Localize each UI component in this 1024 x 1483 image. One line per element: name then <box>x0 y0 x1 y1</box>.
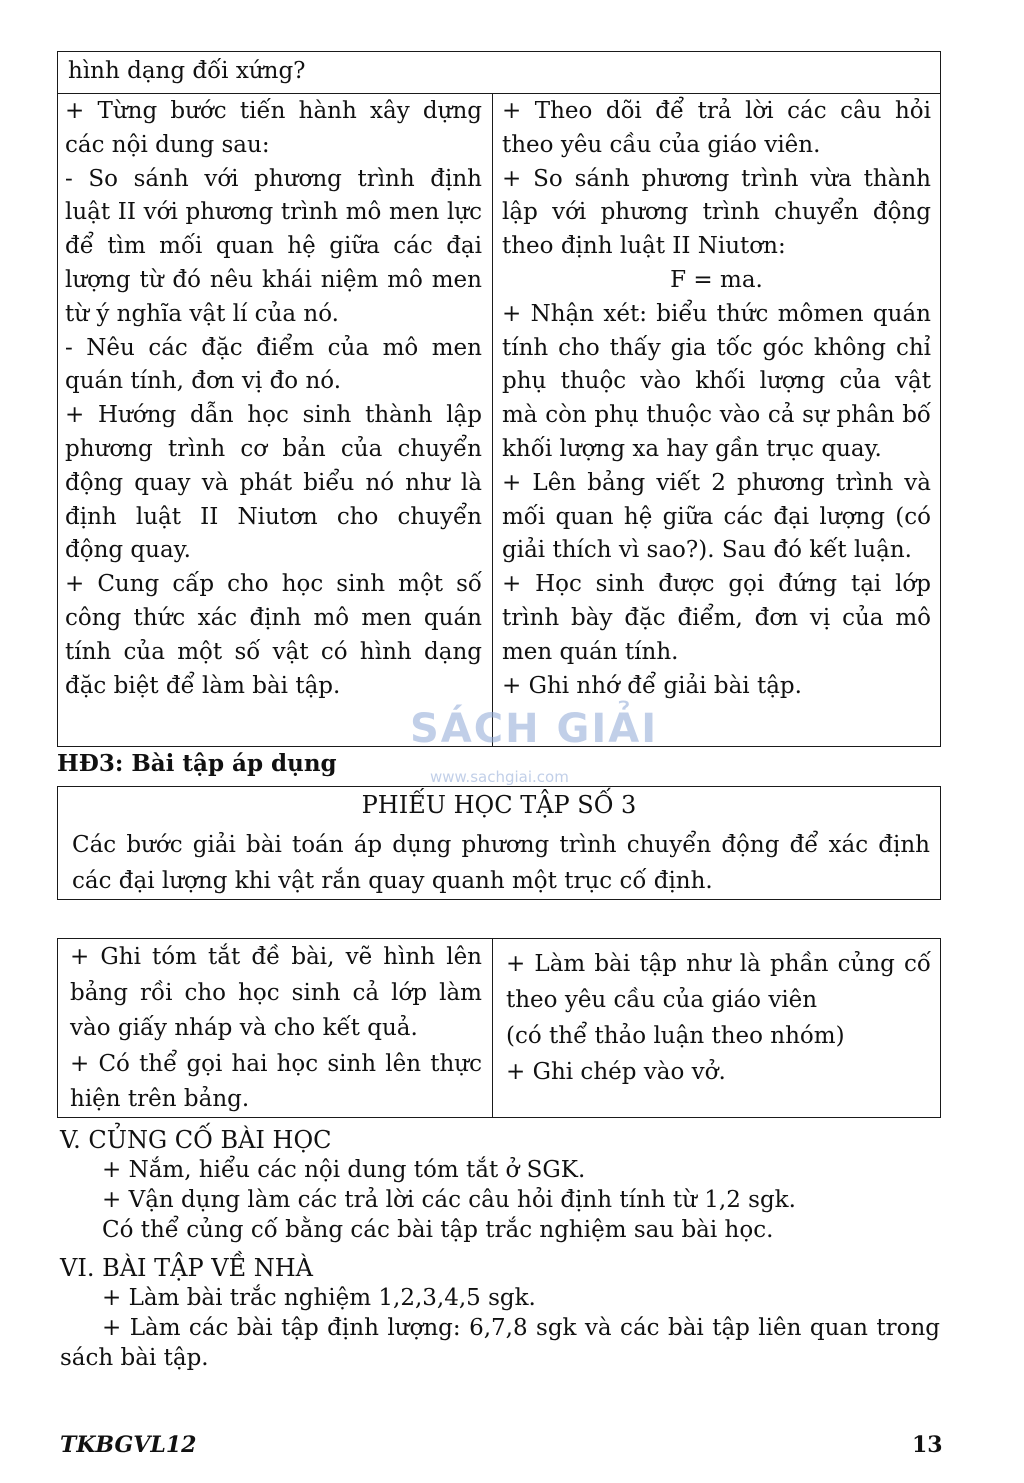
page-number: 13 <box>912 1432 943 1458</box>
student-item: (có thể thảo luận theo nhóm) <box>506 1023 845 1049</box>
table-1-column-divider <box>492 93 493 747</box>
table-1-header-text: hình dạng đối xứng? <box>68 58 306 84</box>
watermark-brand: SÁCH GIẢI <box>410 706 659 752</box>
section-vi-line: + Làm bài trắc nghiệm 1,2,3,4,5 sgk. <box>102 1285 536 1311</box>
teacher-item: + Cung cấp cho học sinh một số công thức xác định mô men quán tính của một số vật có hình dạng đặc biệt để làm bài tập. <box>65 571 482 699</box>
teacher-item: + Từng bước tiến hành xây dựng các nội dung sau: <box>65 98 482 158</box>
formula-f-ma: F = ma. <box>670 266 763 293</box>
student-item: + Làm bài tập như là phần củng cố theo yêu cầu của giáo viên <box>506 951 931 1013</box>
student-item: + Lên bảng viết 2 phương trình và mối quan hệ giữa các đại lượng (có giải thích vì sao?). Sau đó kết luận. <box>502 469 931 564</box>
section-v-heading: V. CỦNG CỐ BÀI HỌC <box>60 1126 332 1154</box>
hd3-heading: HĐ3: Bài tập áp dụng <box>57 750 337 777</box>
worksheet-body <box>62 827 940 899</box>
section-v-line: + Vận dụng làm các trả lời các câu hỏi định tính từ 1,2 sgk. <box>102 1187 796 1213</box>
teacher-activity-column <box>57 95 492 703</box>
section-vi <box>60 1253 940 1373</box>
section-vi-line: + Làm các bài tập định lượng: 6,7,8 sgk và các bài tập liên quan trong sách bài tập. <box>60 1315 940 1371</box>
student-item: + Theo dõi để trả lời các câu hỏi theo yêu cầu của giáo viên. <box>502 98 931 158</box>
teacher-item: - So sánh với phương trình định luật II với phương trình mô men lực để tìm mối quan hệ giữa các đại lượng từ đó nêu khái niệm mô men từ ý nghĩa vật lí của nó. <box>65 165 482 327</box>
teacher-item: + Có thể gọi hai học sinh lên thực hiện trên bảng. <box>70 1050 482 1112</box>
watermark-url: www.sachgiai.com <box>430 768 569 786</box>
table-1-header-divider <box>57 93 941 94</box>
student-item: + Học sinh được gọi đứng tại lớp trình bày đặc điểm, đơn vị của mô men quán tính. <box>502 571 931 665</box>
table-1-header-row <box>60 52 920 90</box>
teacher-item: - Nêu các đặc điểm của mô men quán tính, đơn vị đo nó. <box>65 334 482 395</box>
worksheet-body-text: Các bước giải bài toán áp dụng phương trình chuyển động để xác định các đại lượng khi vật rắn quay quanh một trục cố định. <box>72 832 930 894</box>
table-2-teacher-column <box>62 940 492 1118</box>
worksheet-title: PHIẾU HỌC TẬP SỐ 3 <box>361 791 637 819</box>
student-activity-column <box>494 95 941 703</box>
student-item: + Ghi chép vào vở. <box>506 1059 726 1085</box>
section-vi-heading: VI. BÀI TẬP VỀ NHÀ <box>60 1254 314 1282</box>
section-v-line: + Nắm, hiểu các nội dung tóm tắt ở SGK. <box>102 1157 586 1183</box>
teacher-item: + Ghi tóm tắt đề bài, vẽ hình lên bảng rồi cho học sinh cả lớp làm vào giấy nháp và cho kết quả. <box>70 944 482 1041</box>
student-item: + Nhận xét: biểu thức mômen quán tính cho thấy gia tốc góc không chỉ phụ thuộc vào khối lượng của vật mà còn phụ thuộc vào cả sự phân bố khối lượng xa hay gần trục quay. <box>502 300 931 462</box>
table-2-column-divider <box>492 938 493 1118</box>
section-v-line: Có thể củng cố bằng các bài tập trắc nghiệm sau bài học. <box>102 1217 774 1243</box>
section-v <box>60 1125 940 1245</box>
teacher-item: + Hướng dẫn học sinh thành lập phương trình cơ bản của chuyển động quay và phát biểu nó như là định luật II Niutơn cho chuyển động quay. <box>65 402 482 564</box>
student-item: + Ghi nhớ để giải bài tập. <box>502 672 802 699</box>
table-2-student-column <box>498 946 941 1090</box>
student-item: + So sánh phương trình vừa thành lập với phương trình chuyển động theo định luật II Niutơn: <box>502 165 931 260</box>
book-code: TKBGVL12 <box>60 1432 197 1458</box>
